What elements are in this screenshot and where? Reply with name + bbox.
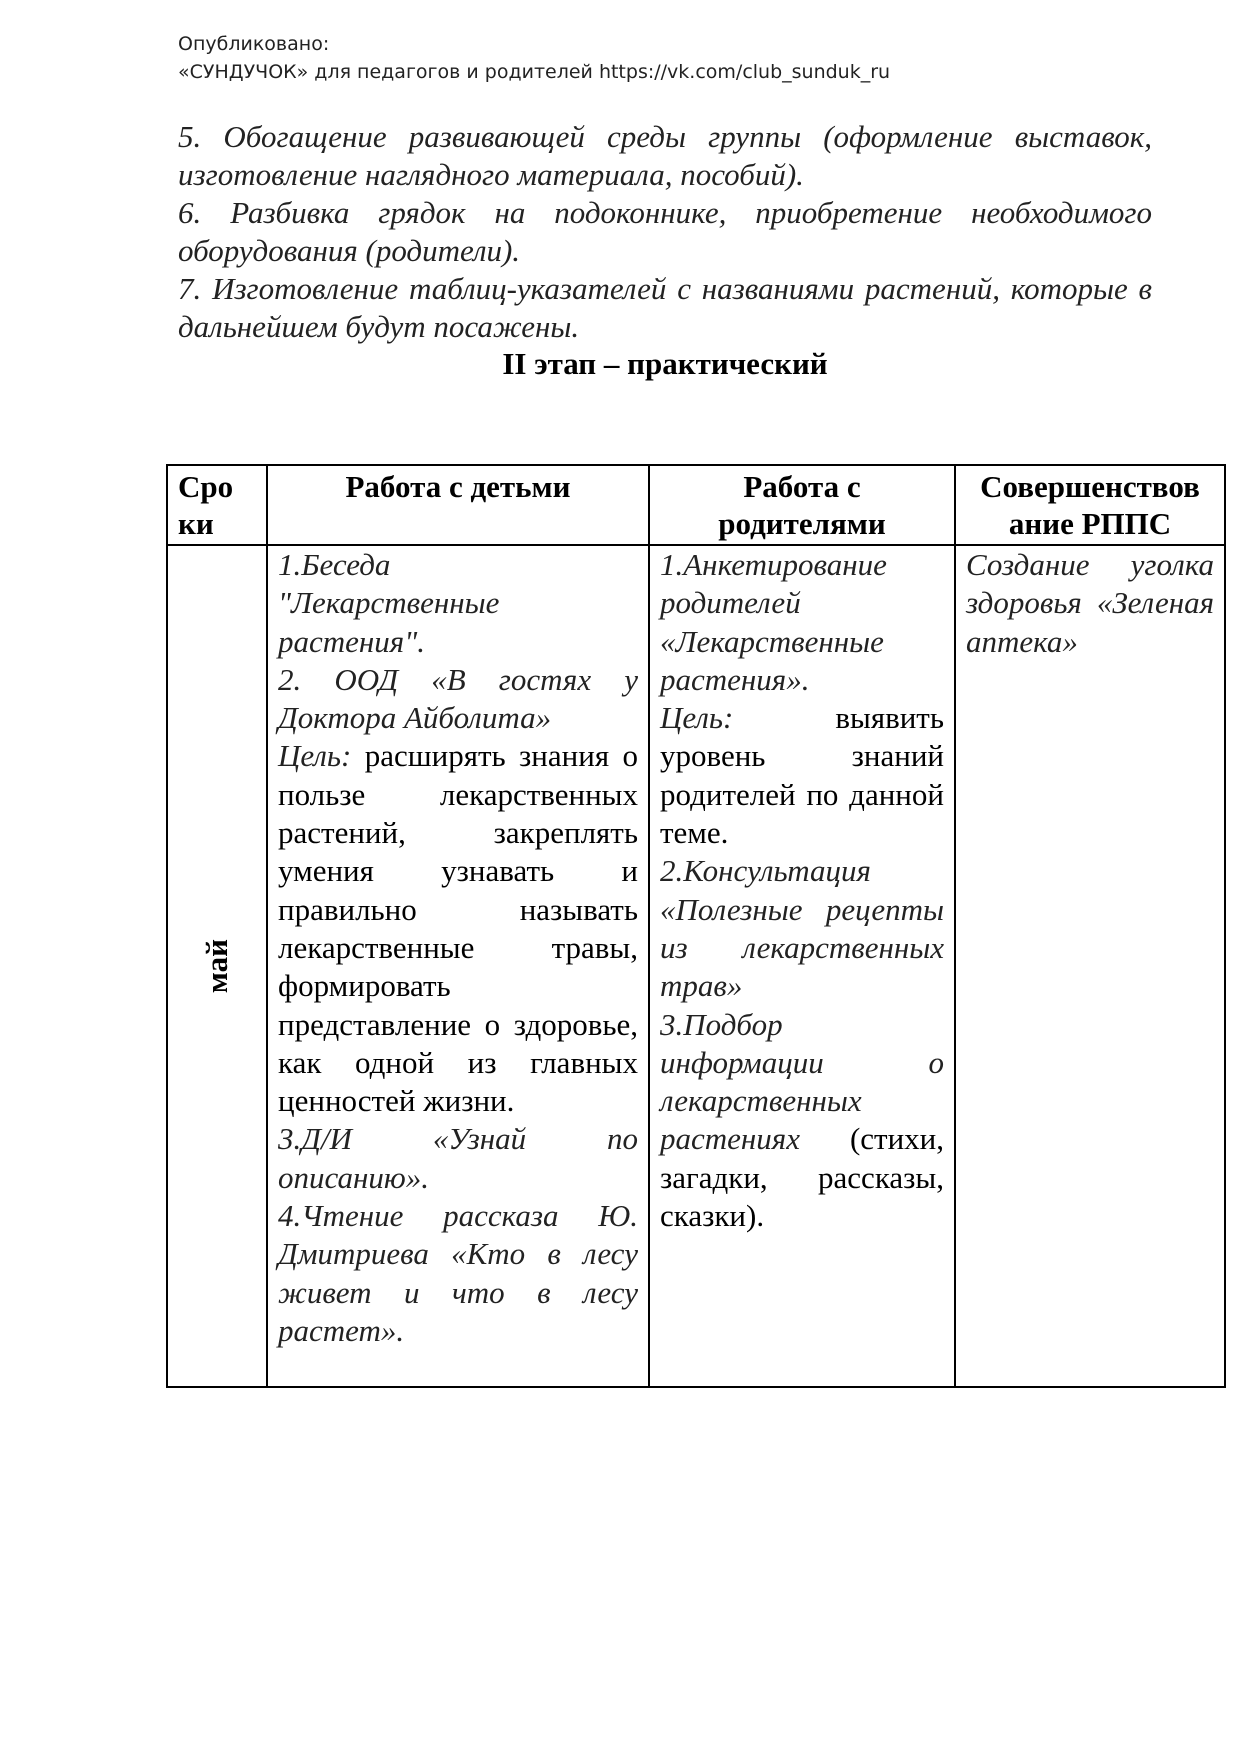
parents-goal xyxy=(660,699,944,852)
parents-item-2: 2.Консультация «Полезные рецепты из лекарственных трав» xyxy=(660,853,944,1004)
step-item: 5. Обогащение развивающей среды группы (оформление выставок, изготовление наглядного материала, пособий). xyxy=(178,119,1152,192)
preparation-steps xyxy=(178,118,1152,346)
publication-header xyxy=(178,30,890,86)
table-header-row xyxy=(167,465,1225,545)
parents-item-3 xyxy=(660,1006,944,1236)
children-item-1-label: 1.Беседа xyxy=(278,547,391,582)
parents-item-3-italic: 3.Подбор информации о лекарственных растениях xyxy=(660,1006,944,1157)
children-item-1-title: "Лекарственные растения". xyxy=(278,585,500,659)
children-item-4: 4.Чтение рассказа Ю. Дмитриева «Кто в лесу живет и что в лесу растет». xyxy=(278,1198,638,1348)
header-rpps: Совершенствов ание РППС xyxy=(955,465,1225,545)
children-work-cell xyxy=(267,545,649,1387)
children-goal xyxy=(278,737,638,1120)
parents-item-1: 1.Анкетирование родителей «Лекарственные растения». xyxy=(660,547,887,697)
children-item-2: 2. ООД «В гостях у Доктора Айболита» xyxy=(278,661,638,736)
header-children: Работа с детьми xyxy=(267,465,649,545)
month-label: май xyxy=(198,938,234,994)
rpps-text: Создание уголка здоровья «Зеленая аптека» xyxy=(966,547,1214,659)
parents-goal-label: Цель: xyxy=(660,700,734,736)
table-row xyxy=(167,545,1225,1387)
published-label: Опубликовано: xyxy=(178,33,330,55)
practical-stage-table xyxy=(166,464,1226,1388)
children-goal-text: расширять знания о пользе лекарственных растений, закреплять умения узнавать и правильно называть лекарственные травы, формировать представление о здоровье, как одной из главных ценностей жизни. xyxy=(278,738,638,1119)
step-item: 7. Изготовление таблиц-указателей с названиями растений, которые в дальнейшем будут посажены. xyxy=(178,271,1152,344)
children-item-3: 3.Д/И «Узнай по описанию». xyxy=(278,1121,638,1195)
parents-item-3-plain: (стихи, загадки, рассказы, сказки). xyxy=(660,1121,944,1234)
step-item: 6. Разбивка грядок на подоконнике, приобретение необходимого оборудования (родители). xyxy=(178,195,1152,268)
rpps-cell xyxy=(955,545,1225,1387)
source-line: «СУНДУЧОК» для педагогов и родителей https://vk.com/club_sunduk_ru xyxy=(178,61,891,83)
parents-work-cell xyxy=(649,545,955,1387)
header-parents: Работа с родителями xyxy=(649,465,955,545)
header-srok: Сро ки xyxy=(167,465,267,545)
stage-title: II этап – практический xyxy=(502,346,828,381)
children-goal-label: Цель: xyxy=(278,738,352,774)
month-cell xyxy=(167,545,267,1387)
parents-goal-text: выявить уровень знаний родителей по данной теме. xyxy=(660,700,944,851)
